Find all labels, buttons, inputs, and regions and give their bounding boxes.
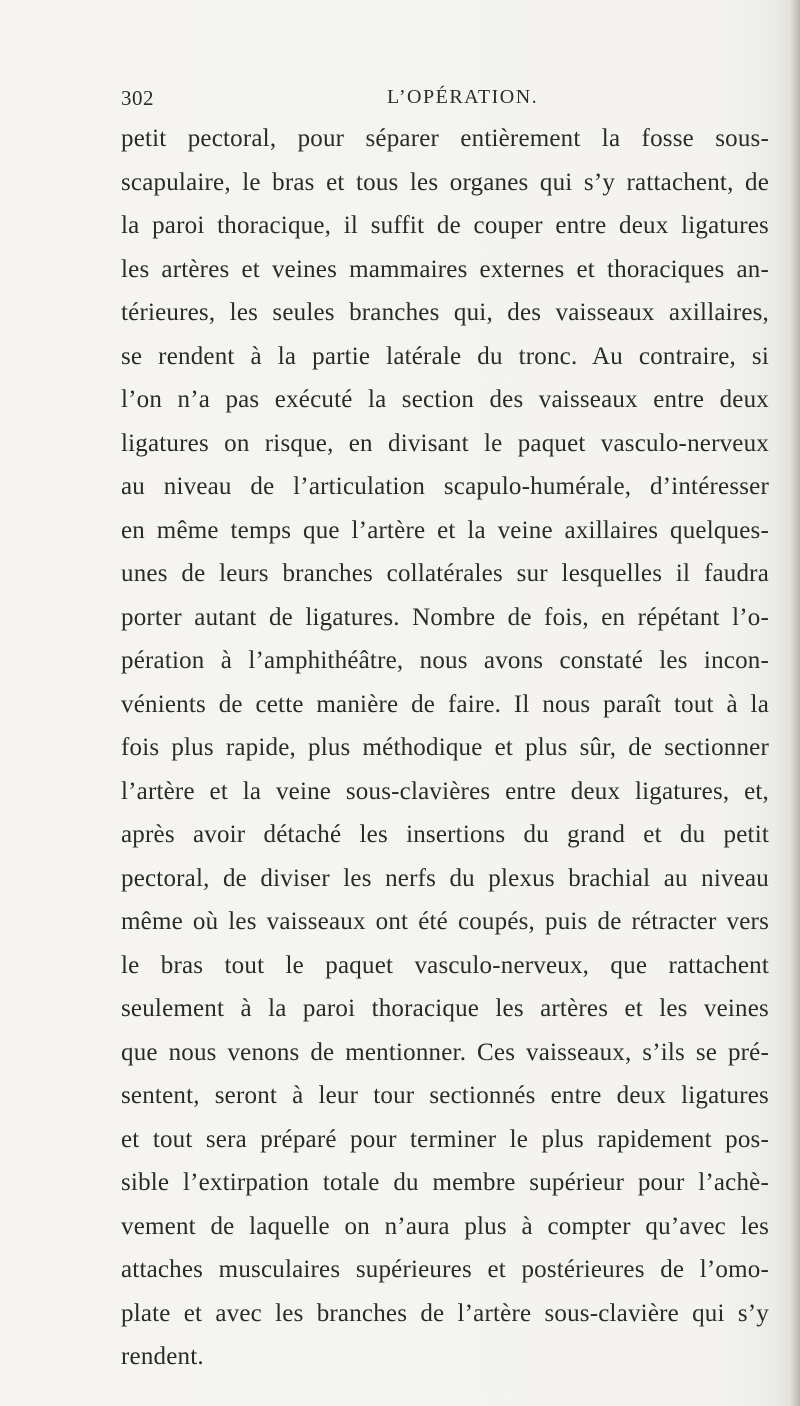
text-line: et tout sera préparé pour terminer le plus rapidement pos-	[121, 1125, 769, 1153]
text-line-last: rendent.	[121, 1343, 204, 1370]
page-edge-shadow	[790, 0, 800, 1406]
body-paragraph	[121, 117, 769, 1379]
text-line: pectoral, de diviser les nerfs du plexus brachial au niveau	[121, 864, 769, 892]
text-line: attaches musculaires supérieures et postérieures de l’omo-	[121, 1256, 769, 1283]
text-line: après avoir détaché les insertions du grand et du petit	[121, 821, 769, 848]
text-line: vement de laquelle on n’aura plus à compter qu’avec les	[121, 1212, 769, 1240]
running-head: L’OPÉRATION.	[387, 86, 539, 108]
text-line: en même temps que l’artère et la veine axillaires quelques-	[121, 516, 769, 544]
text-line: même où les vaisseaux ont été coupés, puis de rétracter vers	[121, 908, 769, 935]
text-line: vénients de cette manière de faire. Il nous paraît tout à la	[121, 690, 769, 718]
text-line: sentent, seront à leur tour sectionnés entre deux ligatures	[121, 1082, 769, 1109]
text-line: l’on n’a pas exécuté la section des vaisseaux entre deux	[121, 386, 769, 413]
text-line: seulement à la paroi thoracique les artères et les veines	[121, 995, 769, 1022]
text-line: l’artère et la veine sous-clavières entre deux ligatures, et,	[121, 777, 769, 805]
text-line: au niveau de l’articulation scapulo-humérale, d’intéresser	[121, 473, 769, 500]
text-line: sible l’extirpation totale du membre supérieur pour l’achè-	[121, 1169, 769, 1196]
text-line: se rendent à la partie latérale du tronc. Au contraire, si	[121, 342, 769, 370]
text-line: ligatures on risque, en divisant le paquet vasculo-nerveux	[121, 429, 769, 457]
text-line: le bras tout le paquet vasculo-nerveux, que rattachent	[121, 951, 769, 979]
text-line: fois plus rapide, plus méthodique et plus sûr, de sectionner	[121, 734, 769, 761]
text-line: petit pectoral, pour séparer entièrement la fosse sous-	[121, 125, 769, 152]
text-line: la paroi thoracique, il suffit de couper entre deux ligatures	[121, 212, 769, 239]
text-line: térieures, les seules branches qui, des vaisseaux axillaires,	[121, 299, 769, 326]
text-line: les artères et veines mammaires externes et thoraciques an-	[121, 255, 769, 283]
text-line: scapulaire, le bras et tous les organes qui s’y rattachent, de	[121, 168, 769, 196]
page-header	[121, 86, 681, 116]
text-line: plate et avec les branches de l’artère sous-clavière qui s’y	[121, 1299, 769, 1327]
text-line: que nous venons de mentionner. Ces vaisseaux, s’ils se pré-	[121, 1038, 769, 1066]
text-line: pération à l’amphithéâtre, nous avons constaté les incon-	[121, 647, 769, 674]
page-number: 302	[121, 86, 154, 110]
text-line: porter autant de ligatures. Nombre de fois, en répétant l’o-	[121, 603, 769, 631]
text-line: unes de leurs branches collatérales sur lesquelles il faudra	[121, 560, 769, 587]
